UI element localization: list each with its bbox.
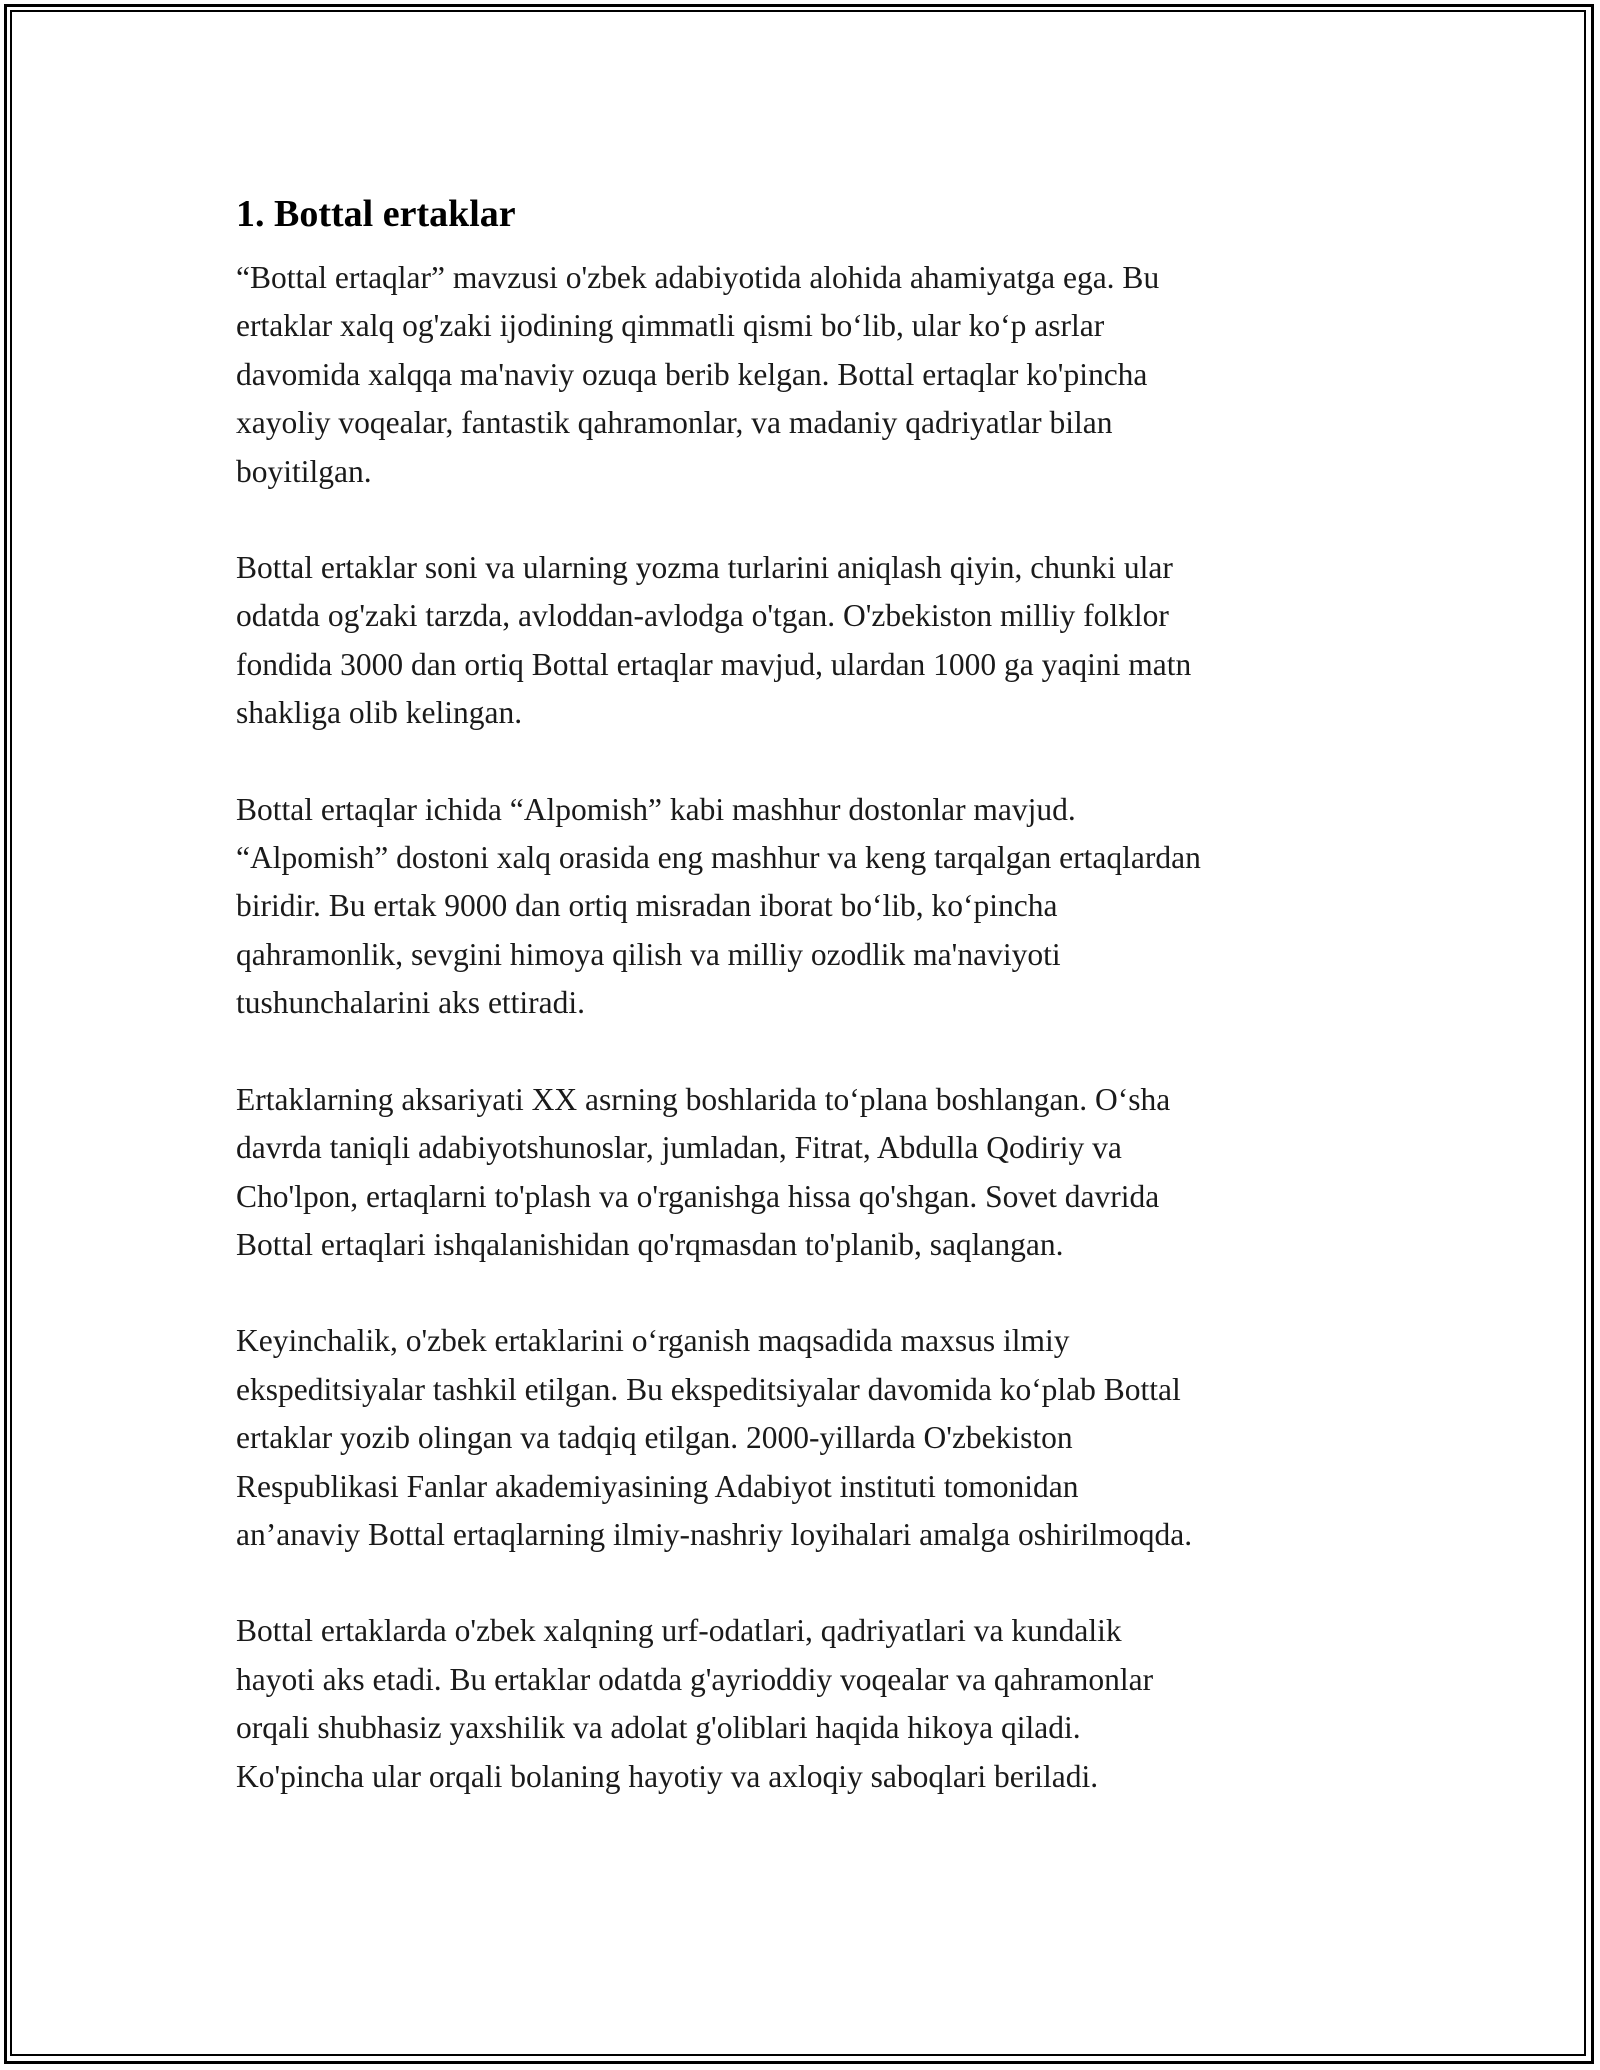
paragraph-intro: “Bottal ertaqlar” mavzusi o'zbek adabiyotida alohida ahamiyatga ega. Bu ertaklar xalq og'zaki ijodining qimmatli qismi bo‘lib, ular ko‘p asrlar davomida xalqqa ma'naviy ozuqa berib kelgan. Bottal ertaqlar ko'pincha xayoliy voqealar, fantastik qahramonlar, va madaniy qadriyatlar bilan boyitilgan. xyxy=(236,260,1160,489)
paragraph-alpomish: Bottal ertaqlar ichida “Alpomish” kabi mashhur dostonlar mavjud. “Alpomish” dostoni xalq orasida eng mashhur va keng tarqalgan ertaqlardan biridir. Bu ertak 9000 dan ortiq misradan iborat bo‘lib, ko‘pincha qahramonlik, sevgini himoya qilish va milliy ozodlik ma'naviyoti tushunchalarini aks ettiradi. xyxy=(236,791,1201,1021)
paragraph-values: Bottal ertaklarda o'zbek xalqning urf-odatlari, qadriyatlari va kundalik hayoti aks etadi. Bu ertaklar odatda g'ayrioddiy voqealar va qahramonlar orqali shubhasiz yaxshilik va adolat g'oliblari haqida hikoya qiladi. Ko'pincha ular orqali bolaning hayotiy va axloqiy saboqlari beriladi. xyxy=(236,1613,1154,1794)
paragraph-expeditions: Keyinchalik, o'zbek ertaklarini o‘rganish maqsadida maxsus ilmiy ekspeditsiyalar tashkil etilgan. Bu ekspeditsiyalar davomida ko‘plab Bottal ertaklar yozib olingan va tadqiq etilgan. 2000-yillarda O'zbekiston Respublikasi Fanlar akademiyasining Adabiyot instituti tomonidan an’anaviy Bottal ertaqlarning ilmiy-nashriy loyihalari amalga oshirilmoqda. xyxy=(236,1323,1193,1552)
paragraph-history: Ertaklarning aksariyati XX asrning boshlarida to‘plana boshlangan. O‘sha davrda taniqli adabiyotshunoslar, jumladan, Fitrat, Abdulla Qodiriy va Cho'lpon, ertaqlarni to'plash va o'rganishga hissa qo'shgan. Sovet davrida Bottal ertaqlari ishqalanishidan qo'rqmasdan to'planib, saqlangan. xyxy=(236,1081,1171,1262)
paragraph-count: Bottal ertaklar soni va ularning yozma turlarini aniqlash qiyin, chunki ular odatda og'zaki tarzda, avloddan-avlodga o'tgan. O'zbekiston milliy folklor fondida 3000 dan ortiq Bottal ertaqlar mavjud, ulardan 1000 ga yaqini matn shakliga olib kelingan. xyxy=(236,550,1192,731)
document-body xyxy=(236,186,1386,1849)
section-heading: 1. Bottal ertaklar xyxy=(236,193,516,235)
